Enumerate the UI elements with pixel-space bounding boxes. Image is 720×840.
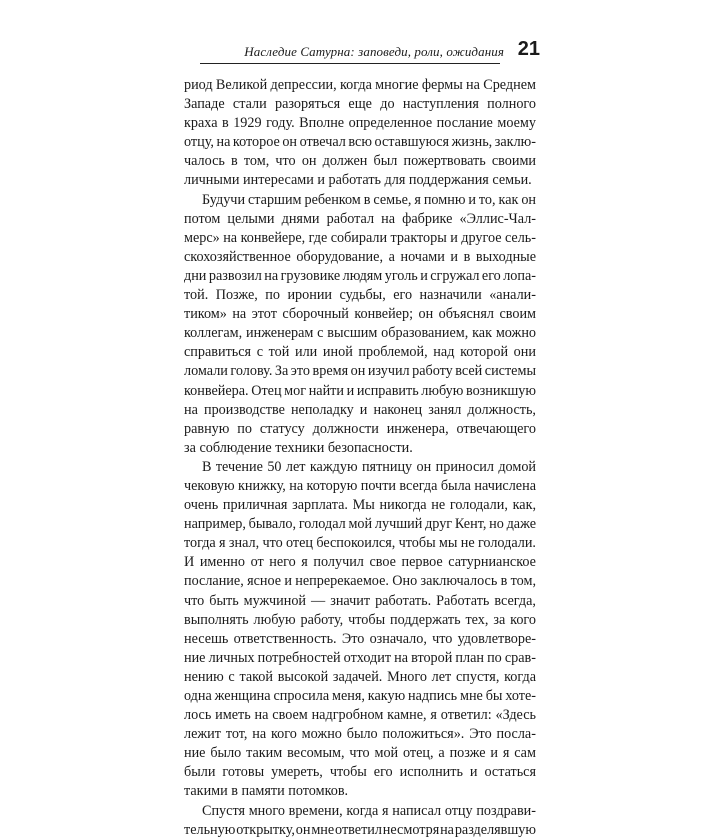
text-line: что быть мужчиной — значит работать. Работать всегда,	[184, 592, 536, 609]
text-line: мерс» на конвейере, где собирали тракторы и другое сель-	[184, 229, 537, 246]
text-line: лось иметь на своем надгробном камне, я ответил: «Здесь	[184, 707, 536, 724]
text-line: чалось в том, что он должен был пожертвовать своими	[184, 153, 537, 170]
text-line: тогда я знал, что отец беспокоился, чтобы мы не голодали.	[184, 535, 536, 552]
text-line: выполнять любую работу, чтобы поддержать тех, за кого	[184, 611, 536, 628]
text-line: И именно от него я получил свое первое сатурнианское	[184, 554, 536, 571]
text-line: на производстве неполадку и наконец занял должность,	[184, 401, 536, 418]
text-line: риод Великой депрессии, когда многие фермы на Среднем	[184, 77, 536, 93]
text-line: за соблюдение техники безопасности.	[184, 439, 413, 456]
text-line: краха в 1929 году. Вполне определенное послание моему	[184, 115, 536, 132]
text-line: чековую книжку, на которую почти всегда была начислена	[184, 477, 536, 494]
text-line: отцу, на которое он отвечал всю оставшуюся жизнь, заклю-	[184, 134, 536, 151]
text-line: были готовы умереть, чтобы его исполнить и остаться	[184, 764, 536, 781]
text-line: справиться с той или иной проблемой, над которой они	[184, 344, 536, 361]
text-line: скохозяйственное оборудование, а ночами и в выходные	[184, 248, 536, 265]
text-line: коллегам, инженерам с высшим образованием, как можно	[184, 325, 537, 342]
text-line: тельную открытку, он мне ответил несмотря на разделявшую	[184, 821, 536, 838]
text-line: потом целыми днями работал на фабрике «Эллис-Чал-	[184, 210, 536, 227]
body-text	[184, 76, 536, 840]
text-line: Спустя много времени, когда я написал отцу поздрави-	[202, 802, 536, 819]
text-line: такими в памяти потомков.	[184, 783, 349, 800]
header-rule	[200, 63, 500, 64]
text-line: ние было таким весомым, что мой отец, а позже и я сам	[184, 745, 536, 762]
text-line: послание, ясное и непререкаемое. Оно заключалось в том,	[184, 573, 537, 590]
text-line: одна женщина спросила меня, какую надпись мне бы хоте-	[184, 688, 536, 704]
text-line: равную по статусу должности инженера, отвечающего	[184, 420, 536, 437]
text-line: Будучи старшим ребенком в семье, я помню и то, как он	[202, 191, 537, 208]
page-number: 21	[517, 38, 540, 60]
running-header-title: Наследие Сатурна: заповеди, роли, ожидания	[244, 44, 504, 59]
text-line: например, бывало, голодал мой лучший друг Кент, но даже	[184, 516, 537, 533]
running-header	[200, 40, 540, 64]
text-line: Западе стали разоряться еще до наступления полного	[184, 96, 536, 113]
text-line: конвейера. Отец мог найти и исправить любую возникшую	[184, 382, 536, 399]
text-line: очень приличная зарплата. Мы никогда не голодали, как,	[184, 497, 537, 514]
text-line: личными интересами и работать для поддержания семьи.	[184, 172, 532, 189]
text-line: ние личных потребностей отходит на второй план по срав-	[184, 649, 536, 666]
text-line: ломали голову. За это время он изучил работу всей системы	[184, 363, 536, 380]
text-line: лежит тот, на кого можно было положиться». Это посла-	[184, 726, 536, 743]
text-line: несешь ответственность. Это означало, что удовлетворе-	[184, 630, 537, 647]
text-line: В течение 50 лет каждую пятницу он приносил домой	[202, 458, 537, 475]
text-line: той. Позже, по иронии судьбы, его назначили «анали-	[184, 287, 537, 304]
text-line: дни развозил на грузовике людям уголь и сгружал его лопа-	[184, 267, 537, 284]
text-line: тиком» на этот сборочный конвейер; он объяснял своим	[184, 306, 537, 323]
text-line: нению с такой высокой задачей. Много лет спустя, когда	[184, 668, 536, 685]
